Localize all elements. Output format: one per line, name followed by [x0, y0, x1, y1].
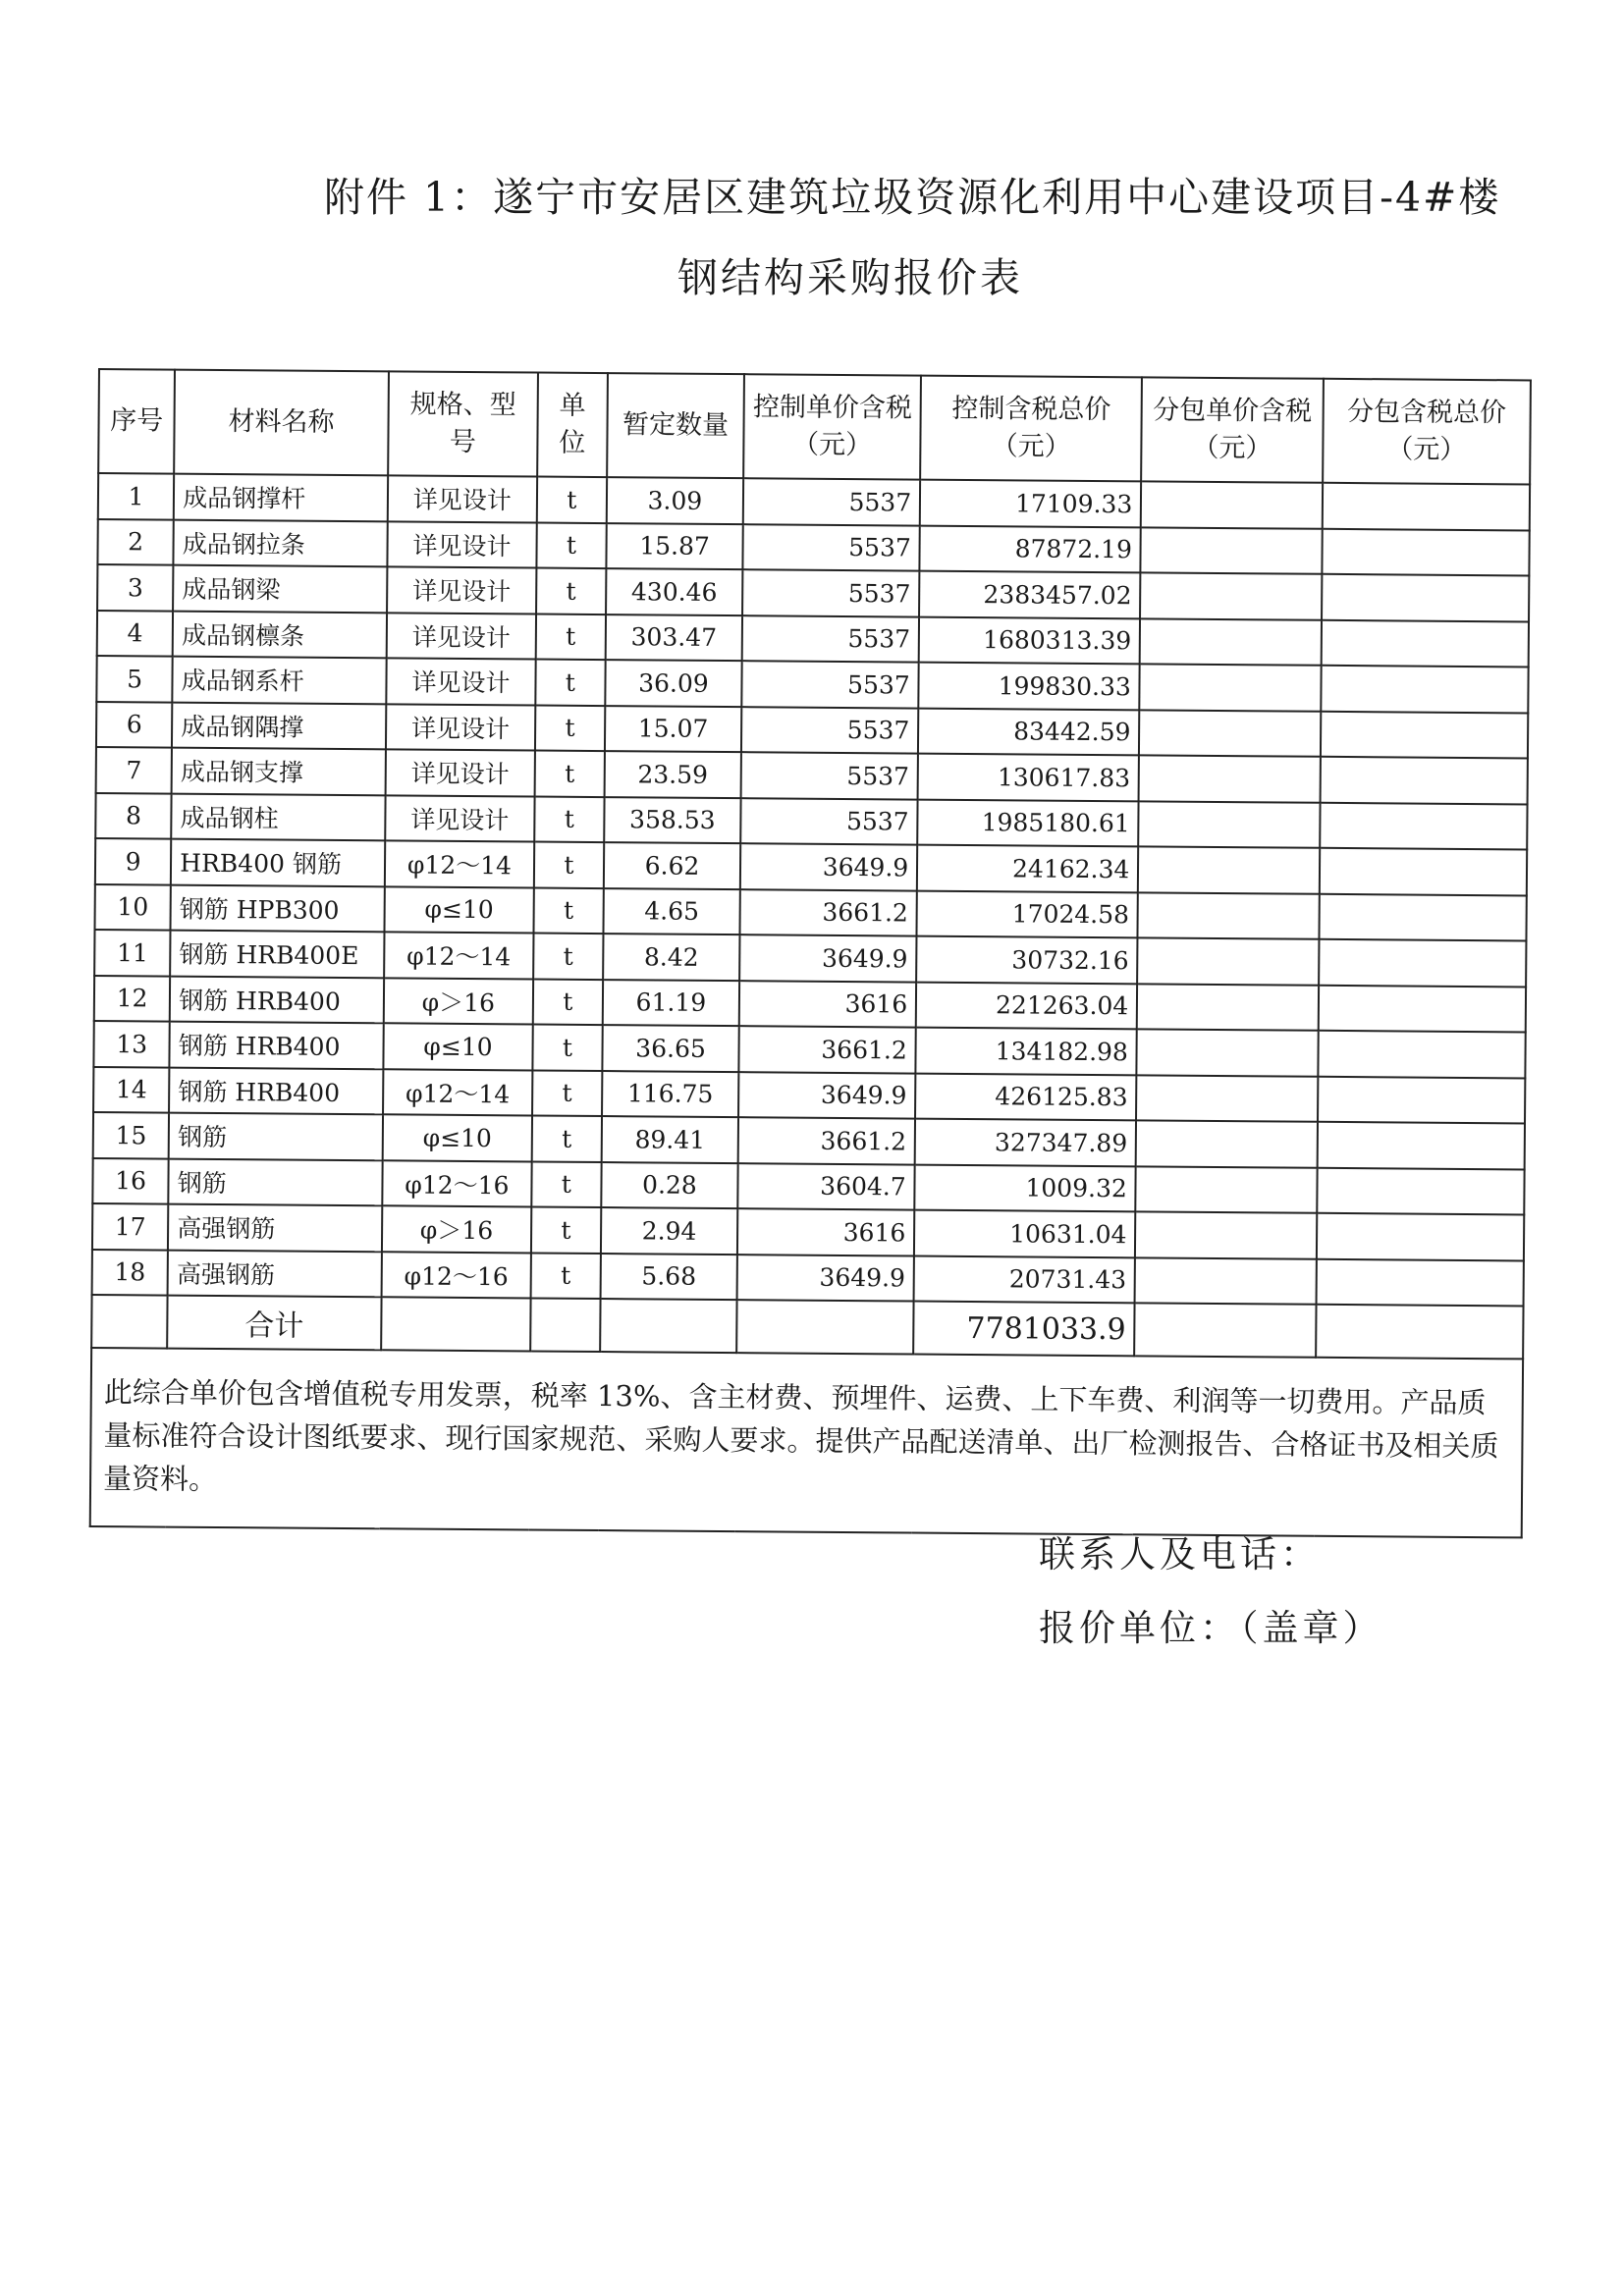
cell-unit: t — [534, 842, 604, 888]
cell-quantity: 36.09 — [605, 660, 742, 707]
cell-unit: t — [534, 796, 604, 842]
quote-sheet — [89, 368, 1532, 1538]
cell-sub-total[interactable] — [1323, 483, 1531, 530]
cell-control-unit-price: 5537 — [742, 569, 919, 616]
cell-unit: t — [532, 1024, 602, 1070]
cell-seq: 1 — [98, 473, 175, 519]
cell-sub-unit-price[interactable] — [1140, 664, 1322, 711]
cell-quantity: 89.41 — [601, 1116, 738, 1163]
cell-sub-total[interactable] — [1319, 939, 1527, 987]
cell-material-name: 成品钢梁 — [173, 565, 387, 613]
table-header-row — [98, 369, 1531, 484]
cell-empty — [736, 1300, 914, 1354]
cell-sub-unit-price[interactable] — [1137, 1029, 1319, 1076]
cell-unit: t — [537, 477, 607, 523]
cell-quantity: 4.65 — [603, 888, 740, 935]
cell-control-total: 1009.32 — [915, 1164, 1136, 1211]
cell-spec: φ＞16 — [382, 1205, 532, 1253]
cell-material-name: 钢筋 HRB400 — [170, 1022, 384, 1069]
cell-quantity: 0.28 — [601, 1162, 738, 1209]
contact-label: 联系人及电话： — [1039, 1533, 1321, 1575]
cell-control-unit-price: 3649.9 — [737, 1255, 914, 1302]
cell-control-total: 17109.33 — [920, 480, 1141, 527]
cell-control-unit-price: 5537 — [740, 798, 917, 845]
cell-seq: 4 — [97, 611, 174, 657]
cell-spec: φ≤10 — [383, 1023, 533, 1070]
cell-control-unit-price: 3616 — [737, 1208, 914, 1255]
cell-empty — [530, 1298, 600, 1352]
cell-control-total: 17024.58 — [917, 890, 1138, 937]
cell-control-unit-price: 3649.9 — [738, 1072, 915, 1119]
total-sub-total[interactable] — [1316, 1305, 1524, 1360]
cell-seq: 12 — [94, 975, 171, 1021]
header-unit: 单位 — [537, 373, 608, 478]
header-seq: 序号 — [98, 369, 175, 474]
cell-sub-total[interactable] — [1320, 802, 1528, 849]
cell-control-total: 1680313.39 — [919, 616, 1140, 664]
header-control-total: 控制含税总价（元） — [920, 376, 1142, 482]
cell-sub-unit-price[interactable] — [1135, 1257, 1317, 1305]
header-sub-unit-price: 分包单价含税（元） — [1141, 377, 1323, 482]
cell-sub-total[interactable] — [1322, 528, 1530, 575]
cell-control-total: 134182.98 — [916, 1028, 1137, 1075]
cell-control-unit-price: 5537 — [741, 707, 918, 754]
cell-seq: 2 — [97, 519, 174, 565]
header-control-unit-price: 控制单价含税（元） — [743, 374, 921, 479]
cell-unit: t — [533, 979, 603, 1025]
document-title-line2: 钢结构采购报价表 — [677, 254, 1023, 301]
notes-text: 此综合单价包含增值税专用发票，税率 13%、含主材费、预埋件、运费、上下车费、利润等一切费用。产品质量标准符合设计图纸要求、现行国家规范、采购人要求。提供产品配送清单、出厂检测报告、合格证书及相关质量资料。 — [90, 1348, 1523, 1537]
cell-material-name: 钢筋 HRB400 — [169, 1067, 383, 1114]
header-quantity: 暂定数量 — [607, 373, 744, 478]
cell-control-unit-price: 5537 — [741, 752, 918, 799]
cell-spec: 详见设计 — [386, 658, 536, 705]
cell-sub-total[interactable] — [1320, 848, 1528, 895]
cell-control-unit-price: 5537 — [743, 478, 920, 525]
cell-sub-unit-price[interactable] — [1135, 1211, 1317, 1258]
cell-control-total: 10631.04 — [914, 1210, 1135, 1257]
cell-empty — [381, 1297, 531, 1351]
cell-sub-unit-price[interactable] — [1136, 1075, 1318, 1122]
cell-quantity: 303.47 — [605, 614, 742, 662]
cell-spec: φ12～14 — [384, 932, 534, 979]
cell-material-name: 成品钢檩条 — [173, 611, 387, 658]
cell-seq: 8 — [95, 792, 172, 838]
cell-spec: φ12～16 — [381, 1252, 531, 1299]
cell-seq: 18 — [92, 1249, 169, 1295]
cell-control-total: 20731.43 — [914, 1255, 1135, 1303]
cell-material-name: 钢筋 HRB400E — [170, 931, 384, 978]
cell-control-unit-price: 3604.7 — [737, 1163, 914, 1210]
cell-seq-empty — [91, 1295, 168, 1349]
cell-sub-unit-price[interactable] — [1140, 618, 1322, 666]
cell-material-name: 钢筋 HPB300 — [171, 884, 385, 932]
cell-control-total: 130617.83 — [918, 754, 1139, 801]
cell-unit: t — [531, 1161, 601, 1207]
cell-spec: φ12～16 — [382, 1160, 532, 1207]
cell-seq: 6 — [96, 701, 173, 747]
cell-seq: 9 — [95, 838, 172, 884]
cell-seq: 10 — [95, 883, 172, 930]
cell-quantity: 15.07 — [605, 706, 742, 753]
cell-control-total: 83442.59 — [918, 708, 1139, 755]
cell-control-total: 30732.16 — [916, 936, 1137, 984]
cell-control-unit-price: 3649.9 — [740, 843, 917, 890]
cell-sub-total[interactable] — [1317, 1213, 1525, 1260]
cell-spec: 详见设计 — [388, 475, 538, 522]
cell-sub-unit-price[interactable] — [1139, 755, 1321, 802]
cell-quantity: 8.42 — [603, 934, 740, 981]
cell-unit: t — [535, 660, 605, 706]
cell-spec: φ≤10 — [382, 1114, 532, 1161]
quote-table — [89, 368, 1532, 1538]
header-sub-total: 分包含税总价（元） — [1323, 379, 1531, 485]
cell-quantity: 358.53 — [604, 797, 741, 844]
document-title-line1: 附件 1：遂宁市安居区建筑垃圾资源化利用中心建设项目-4#楼 — [324, 174, 1501, 221]
cell-unit: t — [534, 887, 604, 934]
cell-spec: 详见设计 — [385, 795, 535, 842]
cell-material-name: 钢筋 HRB400 — [170, 976, 384, 1023]
cell-sub-unit-price[interactable] — [1140, 572, 1322, 619]
cell-sub-unit-price[interactable] — [1136, 1166, 1318, 1213]
cell-quantity: 116.75 — [602, 1071, 739, 1118]
cell-material-name: 成品钢支撑 — [172, 748, 386, 795]
table-body — [90, 473, 1530, 1537]
cell-control-total: 221263.04 — [916, 982, 1137, 1029]
cell-quantity: 430.46 — [606, 568, 743, 615]
cell-sub-total[interactable] — [1317, 1122, 1525, 1169]
cell-sub-unit-price[interactable] — [1141, 481, 1323, 528]
cell-control-total: 1985180.61 — [917, 799, 1138, 846]
total-label: 合计 — [167, 1296, 381, 1351]
cell-unit: t — [531, 1253, 601, 1299]
cell-unit: t — [532, 1115, 602, 1161]
cell-material-name: HRB400 钢筋 — [171, 839, 385, 886]
cell-material-name: 钢筋 — [169, 1113, 383, 1160]
cell-material-name: 高强钢筋 — [168, 1204, 382, 1252]
quoting-unit-label: 报价单位：（盖章） — [1039, 1607, 1383, 1649]
cell-sub-total[interactable] — [1318, 1076, 1526, 1123]
cell-quantity: 23.59 — [604, 751, 741, 798]
cell-quantity: 61.19 — [603, 980, 740, 1027]
cell-material-name: 成品钢拉条 — [174, 519, 388, 566]
cell-sub-unit-price[interactable] — [1137, 984, 1319, 1031]
cell-sub-unit-price[interactable] — [1139, 710, 1321, 757]
cell-control-unit-price: 5537 — [742, 615, 919, 663]
cell-control-unit-price: 3661.2 — [739, 1026, 916, 1073]
cell-sub-total[interactable] — [1321, 666, 1529, 713]
notes-row — [90, 1348, 1523, 1537]
cell-sub-unit-price[interactable] — [1137, 937, 1319, 985]
total-value: 7781033.9 — [913, 1302, 1135, 1357]
cell-control-total: 24162.34 — [917, 845, 1138, 892]
cell-unit: t — [536, 614, 606, 660]
cell-control-total: 199830.33 — [919, 663, 1140, 710]
header-spec: 规格、型号 — [388, 371, 538, 476]
cell-unit: t — [536, 522, 606, 568]
cell-unit: t — [531, 1206, 601, 1253]
cell-control-total: 87872.19 — [920, 525, 1141, 572]
cell-spec: φ12～14 — [385, 840, 535, 887]
cell-quantity: 15.87 — [606, 523, 743, 570]
cell-control-unit-price: 3649.9 — [739, 934, 916, 982]
cell-quantity: 36.65 — [602, 1025, 739, 1072]
cell-seq: 7 — [96, 747, 173, 793]
cell-spec: 详见设计 — [385, 749, 535, 796]
cell-quantity: 3.09 — [607, 477, 744, 524]
cell-spec: φ12～14 — [383, 1069, 533, 1116]
cell-seq: 16 — [92, 1157, 169, 1203]
cell-spec: φ＞16 — [384, 978, 534, 1025]
cell-quantity: 5.68 — [600, 1254, 737, 1301]
cell-sub-unit-price[interactable] — [1138, 892, 1320, 939]
cell-material-name: 成品钢隅撑 — [172, 702, 386, 749]
cell-spec: 详见设计 — [386, 704, 536, 751]
cell-material-name: 高强钢筋 — [168, 1250, 382, 1297]
cell-control-total: 426125.83 — [915, 1073, 1136, 1120]
cell-spec: 详见设计 — [387, 566, 537, 614]
cell-unit: t — [535, 751, 605, 797]
cell-spec: 详见设计 — [387, 521, 537, 568]
header-material-name: 材料名称 — [174, 370, 388, 476]
cell-sub-total[interactable] — [1319, 893, 1527, 940]
cell-control-total: 327347.89 — [915, 1119, 1136, 1166]
cell-seq: 3 — [97, 564, 174, 611]
cell-spec: φ≤10 — [384, 886, 534, 934]
total-sub-unit-price[interactable] — [1134, 1303, 1316, 1357]
cell-material-name: 成品钢撑杆 — [174, 474, 388, 521]
cell-control-unit-price: 3616 — [739, 981, 916, 1028]
cell-sub-unit-price[interactable] — [1138, 846, 1320, 893]
cell-quantity: 2.94 — [601, 1207, 738, 1255]
cell-material-name: 成品钢柱 — [171, 793, 385, 840]
cell-seq: 15 — [93, 1112, 170, 1158]
cell-seq: 11 — [94, 930, 171, 976]
cell-control-unit-price: 3661.2 — [740, 889, 917, 936]
cell-material-name: 成品钢系杆 — [173, 657, 387, 704]
cell-sub-total[interactable] — [1317, 1167, 1525, 1214]
cell-unit: t — [535, 705, 605, 751]
cell-seq: 5 — [96, 656, 173, 702]
cell-sub-total[interactable] — [1320, 757, 1528, 804]
cell-control-unit-price: 3661.2 — [738, 1117, 915, 1164]
cell-unit: t — [536, 568, 606, 614]
cell-sub-total[interactable] — [1322, 574, 1530, 621]
cell-sub-total[interactable] — [1321, 619, 1529, 667]
cell-control-unit-price: 5537 — [743, 524, 920, 571]
cell-unit: t — [532, 1070, 602, 1116]
cell-sub-total[interactable] — [1318, 1031, 1526, 1078]
cell-seq: 13 — [93, 1021, 170, 1067]
cell-spec: 详见设计 — [387, 613, 537, 660]
cell-quantity: 6.62 — [604, 842, 741, 889]
cell-sub-total[interactable] — [1318, 985, 1526, 1032]
cell-seq: 17 — [92, 1203, 169, 1250]
cell-sub-total[interactable] — [1316, 1258, 1524, 1306]
cell-sub-unit-price[interactable] — [1141, 527, 1323, 574]
cell-sub-unit-price[interactable] — [1136, 1120, 1318, 1167]
cell-empty — [600, 1299, 737, 1353]
cell-material-name: 钢筋 — [169, 1158, 383, 1205]
cell-unit: t — [533, 934, 603, 980]
cell-control-unit-price: 5537 — [741, 661, 918, 708]
cell-seq: 14 — [93, 1066, 170, 1112]
cell-sub-total[interactable] — [1321, 711, 1529, 758]
cell-control-total: 2383457.02 — [919, 571, 1140, 618]
cell-sub-unit-price[interactable] — [1139, 801, 1321, 848]
